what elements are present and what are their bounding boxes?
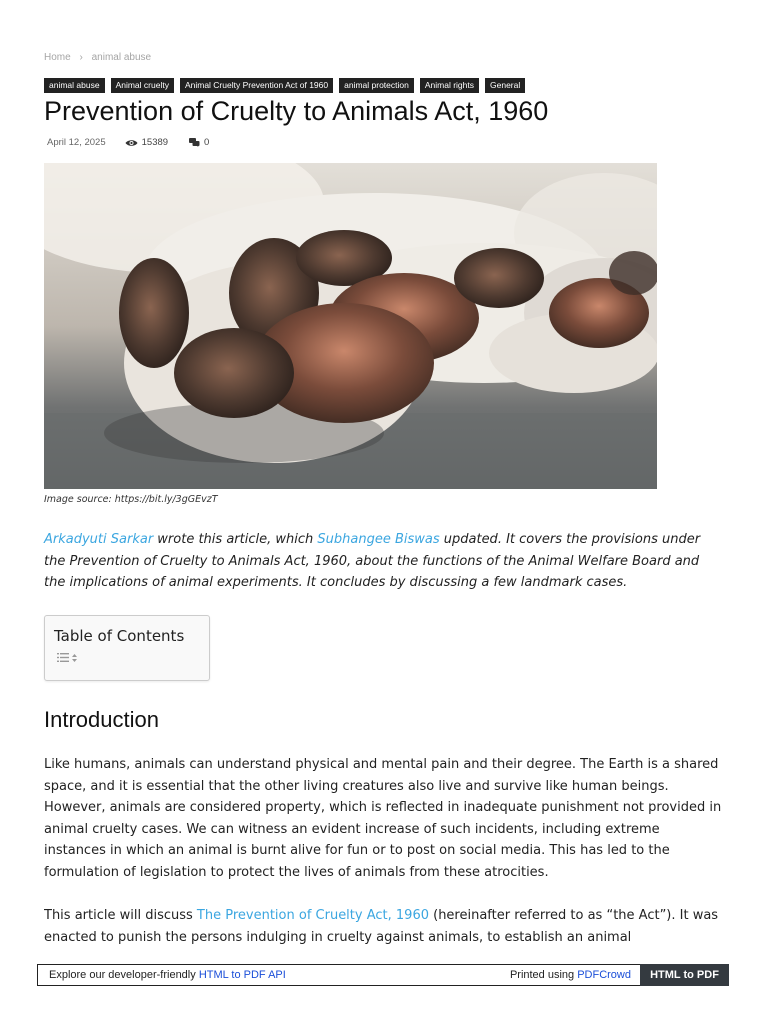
breadcrumb-separator: ›	[79, 52, 83, 63]
post-date: April 12, 2025	[47, 137, 106, 148]
footer-left	[49, 969, 286, 981]
paragraph-prefix: This article will discuss	[44, 908, 197, 923]
tag-cruelty-prevention-act[interactable]: Animal Cruelty Prevention Act of 1960	[180, 78, 333, 93]
act-link[interactable]: The Prevention of Cruelty Act, 1960	[196, 908, 429, 923]
paragraph-introduction: Like humans, animals can understand physical and mental pain and their degree. The Earth is a shared space, and it is essential that the other living creatures also live and survive like human beings. However, animals are considered property, which is reflected in inadequate punishment not provided in animal cruelty cases. We can witness an evident increase of such incidents, including extreme instances in which an animal is burnt alive for fun or to post on social media. This has led to the formulation of legislation to protect the lives of animals from these atrocities.	[44, 757, 722, 880]
pdf-footer-bar	[37, 964, 729, 986]
eye-icon	[125, 139, 138, 147]
paragraph-article-scope	[44, 905, 724, 949]
breadcrumb	[44, 52, 151, 63]
view-count-value: 15389	[141, 137, 169, 148]
pdfcrowd-link[interactable]: PDFCrowd	[577, 969, 631, 981]
editor-link[interactable]: Subhangee Biswas	[317, 532, 440, 547]
tag-animal-cruelty[interactable]: Animal cruelty	[111, 78, 174, 93]
breadcrumb-home[interactable]: Home	[44, 52, 71, 63]
html-to-pdf-api-link[interactable]: HTML to PDF API	[198, 969, 286, 981]
image-caption: Image source: https://bit.ly/3gGEvzT	[44, 494, 218, 505]
comment-icon	[189, 138, 200, 147]
view-count	[125, 137, 168, 148]
sort-arrows-icon	[72, 654, 77, 662]
footer-left-text: Explore our developer-friendly	[49, 969, 199, 981]
tag-list	[44, 78, 525, 93]
comment-count[interactable]	[189, 137, 209, 148]
paragraph-suffix: (hereinafter referred to as “the Act”). It was enacted to punish the persons indulging in cruelty against animals, to establish an animal	[44, 908, 719, 945]
page-title: Prevention of Cruelty to Animals Act, 1960	[44, 96, 549, 126]
author-link[interactable]: Arkadyuti Sarkar	[44, 532, 154, 547]
section-heading-introduction: Introduction	[44, 707, 159, 732]
tag-animal-rights[interactable]: Animal rights	[420, 78, 479, 93]
list-icon	[57, 653, 69, 662]
tag-general[interactable]: General	[485, 78, 525, 93]
footer-right-text: Printed using	[509, 969, 578, 981]
post-meta	[47, 137, 209, 148]
summary-text-2: updated. It covers the provisions under the Prevention of Cruelty to Animals Act, 1960, about the functions of the Animal Welfare Board and the implications of animal experiments. It concludes by discussing a few landmark cases.	[44, 532, 701, 590]
summary-text-1: wrote this article, which	[153, 532, 318, 547]
html-to-pdf-button[interactable]: HTML to PDF	[640, 964, 729, 986]
toc-toggle-button[interactable]	[57, 653, 77, 662]
tag-animal-abuse[interactable]: animal abuse	[44, 78, 105, 93]
comment-count-value: 0	[204, 137, 210, 148]
toc-title: Table of Contents	[54, 627, 185, 645]
breadcrumb-current[interactable]: animal abuse	[91, 52, 152, 63]
tag-animal-protection[interactable]: animal protection	[339, 78, 414, 93]
footer-right	[510, 969, 631, 981]
table-of-contents	[44, 615, 210, 681]
featured-image	[44, 163, 657, 489]
article-summary	[44, 529, 724, 594]
